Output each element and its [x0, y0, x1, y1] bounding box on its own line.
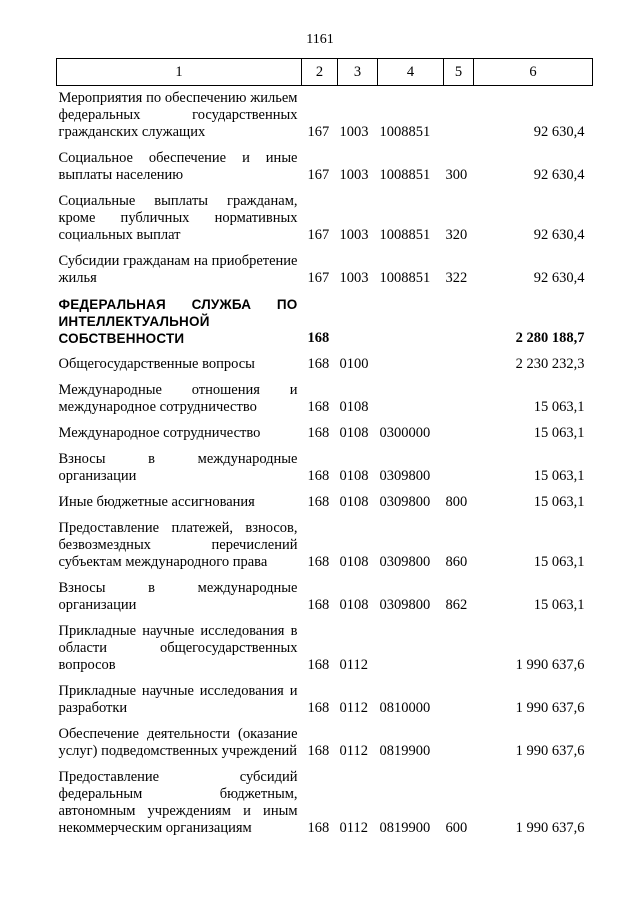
table-row: [57, 717, 593, 760]
table-row: [57, 760, 593, 837]
row-sum: 2 280 188,7: [515, 330, 585, 346]
table-row: [57, 287, 593, 347]
row-rz: 0108: [339, 597, 369, 613]
row-vr: [444, 717, 474, 760]
row-csr: 0309800: [379, 468, 431, 484]
header-col-6: 6: [474, 59, 593, 86]
row-name: Взносы в международные организации: [58, 451, 298, 484]
row-vr: [444, 287, 474, 347]
table-row: [57, 347, 593, 373]
row-csr: [378, 373, 444, 416]
row-rz: 0112: [339, 743, 368, 759]
header-col-5: 5: [444, 59, 474, 86]
row-vr: 600: [445, 820, 468, 836]
row-name: Общегосударственные вопросы: [58, 356, 255, 372]
row-csr: 0300000: [379, 425, 431, 441]
row-csr: 0309800: [379, 494, 431, 510]
row-sum: 15 063,1: [533, 494, 585, 510]
row-name: Прикладные научные исследования в области общегосударственных вопросов: [58, 623, 298, 673]
row-rz: 1003: [339, 124, 369, 140]
row-ved: 167: [307, 124, 330, 140]
row-name: Прикладные научные исследования и разработки: [58, 683, 298, 716]
row-sum: 2 230 232,3: [515, 356, 585, 372]
table-row: [57, 416, 593, 442]
row-rz: 0108: [339, 468, 369, 484]
row-vr: [444, 674, 474, 717]
row-csr: 0309800: [379, 597, 431, 613]
row-rz: 0108: [339, 425, 369, 441]
row-name: Обеспечение деятельности (оказание услуг) подведомственных учреждений: [58, 726, 298, 759]
row-vr: 322: [445, 270, 468, 286]
row-ved: 168: [307, 597, 330, 613]
header-col-1: 1: [57, 59, 302, 86]
table-row: [57, 141, 593, 184]
row-sum: 92 630,4: [533, 167, 585, 183]
row-sum: 15 063,1: [533, 597, 585, 613]
row-sum: 1 990 637,6: [515, 820, 585, 836]
row-sum: 15 063,1: [533, 468, 585, 484]
row-csr: 1008851: [379, 124, 431, 140]
row-vr: [444, 416, 474, 442]
row-vr: 800: [445, 494, 468, 510]
row-csr: 1008851: [379, 227, 431, 243]
row-rz: 1003: [339, 270, 369, 286]
row-ved: 168: [307, 494, 330, 510]
budget-table: [56, 58, 593, 837]
row-rz: 1003: [339, 167, 369, 183]
table-row: [57, 373, 593, 416]
header-col-2: 2: [302, 59, 338, 86]
row-rz: 0100: [339, 356, 369, 372]
row-name: Мероприятия по обеспечению жильем федеральных государственных гражданских служащих: [58, 90, 298, 140]
row-csr: 0819900: [379, 820, 431, 836]
row-name: Международное сотрудничество: [58, 425, 261, 441]
row-vr: 860: [445, 554, 468, 570]
row-ved: 167: [307, 167, 330, 183]
header-col-3: 3: [338, 59, 378, 86]
row-rz: [338, 287, 378, 347]
row-sum: 15 063,1: [533, 425, 585, 441]
row-rz: 0112: [339, 657, 368, 673]
row-name: ФЕДЕРАЛЬНАЯ СЛУЖБА ПО ИНТЕЛЛЕКТУАЛЬНОЙ СОБСТВЕННОСТИ: [58, 297, 298, 346]
row-ved: 168: [307, 743, 330, 759]
page-number: 1161: [306, 32, 334, 47]
row-ved: 168: [307, 330, 330, 346]
row-sum: 1 990 637,6: [515, 743, 585, 759]
row-ved: 167: [307, 227, 330, 243]
row-csr: [378, 614, 444, 674]
row-ved: 168: [307, 468, 330, 484]
row-sum: 1 990 637,6: [515, 657, 585, 673]
row-name: Предоставление субсидий федеральным бюджетным, автономным учреждениям и иным некоммерческим организациям: [58, 769, 298, 836]
table-row: [57, 674, 593, 717]
table-row: [57, 485, 593, 511]
table-row: [57, 511, 593, 571]
row-vr: 862: [445, 597, 468, 613]
row-csr: [378, 347, 444, 373]
table-body: [57, 86, 593, 838]
row-ved: 167: [307, 270, 330, 286]
row-sum: 92 630,4: [533, 270, 585, 286]
row-rz: 0112: [339, 700, 368, 716]
table-row: [57, 244, 593, 287]
row-name: Взносы в международные организации: [58, 580, 298, 613]
table-header-row: [57, 59, 593, 86]
table-row: [57, 614, 593, 674]
row-name: Иные бюджетные ассигнования: [58, 494, 255, 510]
row-ved: 168: [307, 820, 330, 836]
header-col-4: 4: [378, 59, 444, 86]
row-sum: 15 063,1: [533, 399, 585, 415]
row-name: Социальное обеспечение и иные выплаты населению: [58, 150, 298, 183]
row-ved: 168: [307, 657, 330, 673]
row-vr: [444, 614, 474, 674]
row-csr: 0819900: [379, 743, 431, 759]
row-name: Международные отношения и международное сотрудничество: [58, 382, 298, 415]
row-rz: 1003: [339, 227, 369, 243]
table-row: [57, 571, 593, 614]
row-rz: 0108: [339, 494, 369, 510]
row-sum: 92 630,4: [533, 227, 585, 243]
table-row: [57, 442, 593, 485]
row-rz: 0108: [339, 554, 369, 570]
row-name: Предоставление платежей, взносов, безвозмездных перечислений субъектам международного права: [58, 520, 298, 570]
row-vr: 320: [445, 227, 468, 243]
row-name: Субсидии гражданам на приобретение жилья: [58, 253, 298, 286]
table-row: [57, 86, 593, 142]
row-csr: 1008851: [379, 167, 431, 183]
row-rz: 0108: [339, 399, 369, 415]
row-ved: 168: [307, 554, 330, 570]
row-vr: [444, 86, 474, 142]
row-vr: [444, 442, 474, 485]
row-ved: 168: [307, 356, 330, 372]
table-row: [57, 184, 593, 244]
row-sum: 15 063,1: [533, 554, 585, 570]
row-ved: 168: [307, 399, 330, 415]
row-csr: [378, 287, 444, 347]
row-sum: 92 630,4: [533, 124, 585, 140]
row-name: Социальные выплаты гражданам, кроме публичных нормативных социальных выплат: [58, 193, 298, 243]
row-vr: [444, 347, 474, 373]
row-ved: 168: [307, 700, 330, 716]
row-rz: 0112: [339, 820, 368, 836]
row-sum: 1 990 637,6: [515, 700, 585, 716]
row-csr: 0309800: [379, 554, 431, 570]
row-csr: 1008851: [379, 270, 431, 286]
row-vr: 300: [445, 167, 468, 183]
row-ved: 168: [307, 425, 330, 441]
row-vr: [444, 373, 474, 416]
row-csr: 0810000: [379, 700, 431, 716]
